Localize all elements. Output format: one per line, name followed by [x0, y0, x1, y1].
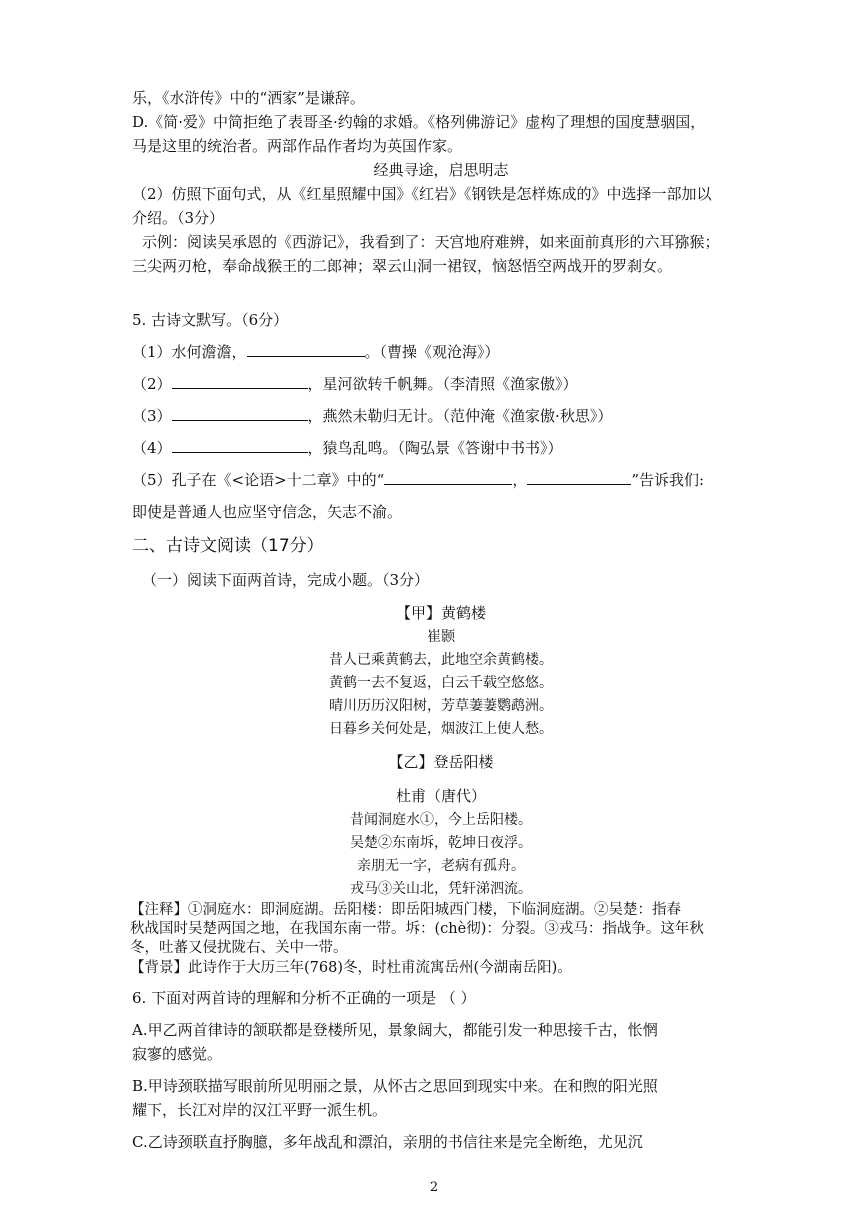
fill-text: （5）孔子在《<论语>十二章》中的“ — [132, 471, 385, 489]
fill-text: 。（曹操《观沧海》） — [364, 343, 500, 361]
poem-jia-author: 崔颢 — [427, 629, 455, 645]
poem-yi-title: 【乙】登岳阳楼 — [388, 753, 494, 771]
notes-line: 秋战国时吴楚两国之地，在我国东南一带。坼：(chè彻)：分裂。③戎马：指战争。这年秋 — [130, 921, 704, 937]
poem-yi-line: 戎马③关山北，凭轩涕泗流。 — [350, 881, 532, 897]
page-number: 2 — [429, 1180, 439, 1195]
question-2-line: （2）仿照下面句式，从《红星照耀中国》《红岩》《钢铁是怎样炼成的》中选择一部加以 — [132, 185, 712, 203]
option-c-line: C.乙诗颈联直抒胸臆，多年战乱和漂泊，亲朋的书信往来是完全断绝，尤见沉 — [132, 1133, 643, 1151]
example-line: 示例：阅读吴承恩的《西游记》，我看到了：天宫地府难辨，如来面前真形的六耳猕猴； — [142, 233, 720, 251]
poem-yi-line: 昔闻洞庭水①，今上岳阳楼。 — [350, 812, 532, 828]
poem-jia-line: 黄鹤一去不复返，白云千载空悠悠。 — [329, 675, 553, 691]
example-line: 三尖两刃枪，奉命战猴王的二郎神；翠云山洞一裙钗，恼怒悟空两战开的罗刹女。 — [132, 257, 673, 275]
answer-blank[interactable] — [384, 470, 512, 485]
notes-line: 【注释】①洞庭水：即洞庭湖。岳阳楼：即岳阳城西门楼，下临洞庭湖。②吴楚：指春 — [130, 902, 681, 918]
notes-line: 冬，吐蕃又侵扰陇右、关中一带。 — [130, 940, 348, 956]
poem-yi-line: 亲朋无一字，老病有孤舟。 — [357, 858, 525, 874]
question-2-line: 介绍。（3分） — [132, 209, 225, 227]
fill-blank-line — [132, 372, 750, 396]
answer-blank[interactable] — [527, 470, 631, 485]
fill-text: ，燕然未勒归无计。（范仲淹《渔家傲·秋思》） — [307, 407, 613, 425]
section-heading: 经典寻途，启思明志 — [373, 161, 509, 179]
section-2-title: 二、古诗文阅读（17分） — [132, 536, 324, 556]
sub-question-title: （一）阅读下面两首诗，完成小题。（3分） — [142, 571, 430, 589]
fill-text: （1）水何澹澹， — [132, 343, 247, 361]
fill-text: （4） — [132, 439, 172, 457]
poem-yi-line: 吴楚②东南坼，乾坤日夜浮。 — [350, 835, 532, 851]
option-b-line: B.甲诗颈联描写眼前所见明丽之景，从怀古之思回到现实中来。在和煦的阳光照 — [132, 1077, 658, 1095]
question-5-title: 5. 古诗文默写。（6分） — [132, 311, 289, 329]
answer-blank[interactable] — [172, 438, 308, 453]
fill-blank-line: 即使是普通人也应坚守信念，矢志不渝。 — [132, 503, 403, 521]
fill-blank-line — [132, 436, 750, 460]
background-line: 【背景】此诗作于大历三年(768)冬，时杜甫流寓岳州(今湖南岳阳)。 — [130, 960, 572, 976]
poem-jia-title: 【甲】黄鹤楼 — [395, 604, 486, 622]
text-line: 乐，《水浒传》中的“洒家”是谦辞。 — [132, 89, 365, 107]
option-a-line: 寂寥的感觉。 — [132, 1045, 223, 1063]
fill-text: （3） — [132, 407, 172, 425]
answer-blank[interactable] — [247, 342, 365, 357]
poem-yi-author: 杜甫（唐代） — [395, 787, 486, 805]
text-line: 马是这里的统治者。两部作品作者均为英国作家。 — [132, 137, 463, 155]
poem-jia-line: 晴川历历汉阳树，芳草萋萋鹦鹉洲。 — [329, 698, 553, 714]
fill-text: ， — [512, 471, 528, 489]
fill-text: （2） — [132, 375, 172, 393]
fill-blank-line — [132, 468, 750, 492]
poem-jia-line: 日暮乡关何处是，烟波江上使人愁。 — [329, 721, 553, 737]
text-line: D.《简·爱》中简拒绝了表哥圣·约翰的求婚。《格列佛游记》虚构了理想的国度慧骃国， — [132, 113, 706, 131]
fill-blank-line — [132, 340, 750, 364]
fill-text: ，猿鸟乱鸣。（陶弘景《答谢中书书》） — [307, 439, 563, 457]
option-b-line: 耀下，长江对岸的汉江平野一派生机。 — [132, 1101, 388, 1119]
option-a-line: A.甲乙两首律诗的颔联都是登楼所见，景象阔大，都能引发一种思接千古，怅惘 — [132, 1021, 658, 1039]
fill-text: ，星河欲转千帆舞。（李清照《渔家傲》） — [307, 375, 578, 393]
question-6-stem: 6. 下面对两首诗的理解和分析不正确的一项是 （ ） — [132, 989, 476, 1007]
fill-text: ”告诉我们: — [631, 471, 705, 489]
answer-blank[interactable] — [172, 374, 308, 389]
poem-jia-line: 昔人已乘黄鹤去，此地空余黄鹤楼。 — [329, 652, 553, 668]
answer-blank[interactable] — [172, 406, 308, 421]
fill-blank-line — [132, 404, 750, 428]
